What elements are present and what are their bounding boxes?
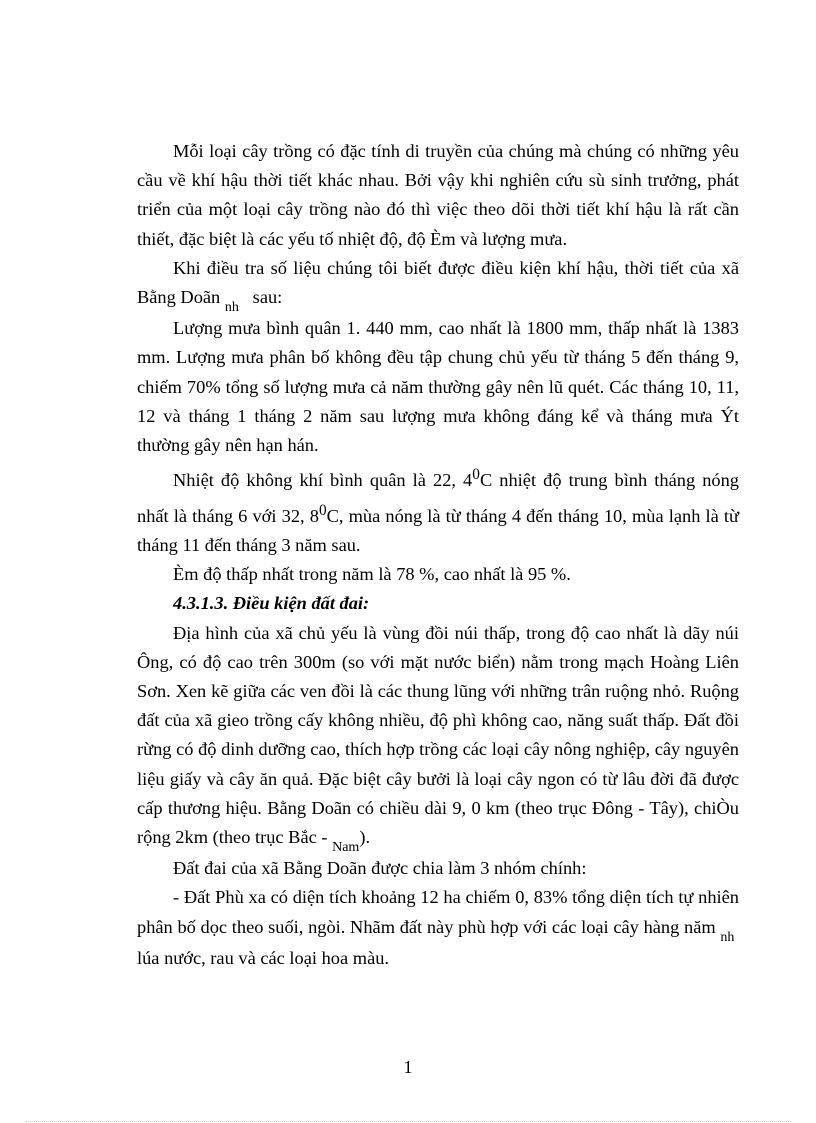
degree-superscript-1: 0 [472,466,480,484]
paragraph-4-part-c: C, mùa nóng là từ tháng 4 đến tháng 10, mùa lạnh là từ tháng 11 đến tháng 3 năm sau. [137,505,739,555]
paragraph-2-end: sau: [252,287,283,308]
paragraph-6-text: Địa hình của xã chủ yếu là vùng đồi núi thấp, trong độ cao nhất là dãy núi Ông, có độ cao trên 300m (so với mặt nước biển) nằm trong mạch Hoàng Liên Sơn. Xen kẽ giữa các ven đồi là các thung lũng với những trân ruộng nhỏ. Ruộng đất của xã gieo trồng cấy không nhiều, độ phì không cao, năng suất thấp. Đất đồi rừng có độ dinh dưỡng cao, thích hợp trồng các loại cây nông nghiệp, cây nguyên liệu giấy và cây ăn quả. Đặc biệt cây bưởi là loại cây ngon có từ lâu đời đã được cấp thương hiệu. Bằng Doãn có chiều dài 9, 0 km (theo trục Đông - Tây), chiÒu rộng 2km (theo trục Bắc - [137,622,739,847]
paragraph-6 [137,619,739,855]
paragraph-8-subscript: nh [720,929,735,945]
degree-superscript-2: 0 [318,501,327,519]
paragraph-1: Mỗi loại cây trồng có đặc tính di truyền của chúng mà chúng có những yêu cầu về khí hậu thời tiết khác nhau. Bởi vậy khi nghiên cứu sù sinh trưởng, phát triển của một loại cây trồng nào đó thì việc theo dõi thời tiết khí hậu là rất cần thiết, đặc biệt là các yếu tố nhiệt độ, độ Èm và lượng mưa. [137,141,739,249]
paragraph-7: Đất đai của xã Bằng Doãn được chia làm 3 nhóm chính: [173,858,587,879]
paragraph-6-end: ). [359,826,371,847]
paragraph-8 [137,883,739,973]
document-body [137,137,739,973]
paragraph-5: Èm độ thấp nhất trong năm là 78 %, cao nhất là 95 %. [173,564,571,585]
paragraph-8-end: lúa nước, rau và các loại hoa màu. [137,947,390,968]
section-heading: 4.3.1.3. Điều kiện đất đai: [173,593,370,614]
paragraph-4-part-b: C nhiệt độ trung bình tháng nóng nhất là tháng 6 với 32, 8 [137,470,739,526]
paragraph-2-subscript: nh [224,300,239,316]
page-number: 1 [403,1057,413,1077]
paragraph-4 [137,460,739,560]
paragraph-3: Lượng mưa bình quân 1. 440 mm, cao nhất là 1800 mm, thấp nhất là 1383 mm. Lượng mưa phân bố không đều tập chung chủ yếu từ tháng 5 đến tháng 9, chiếm 70% tổng số lượng mưa cả năm thường gây nên lũ quét. Các tháng 10, 11, 12 và tháng 1 tháng 2 năm sau lượng mưa không đáng kể và tháng mưa Ýt thường gây nên hạn hán. [137,318,739,456]
paragraph-2-text: Khi điều tra số liệu chúng tôi biết được điều kiện khí hậu, thời tiết của xã Bằng Doãn [137,257,739,308]
paragraph-6-subscript: Nam [332,839,360,855]
footer-divider [25,1121,791,1122]
paragraph-2 [137,254,739,314]
paragraph-4-part-a: Nhiệt độ không khí bình quân là 22, 4 [173,470,473,491]
paragraph-8-text: - Đất Phù xa có diện tích khoảng 12 ha chiếm 0, 83% tổng diện tích tự nhiên phân bố dọc theo suối, ngòi. Nhãm đất này phù hợp với các loại cây hàng năm [137,887,739,937]
